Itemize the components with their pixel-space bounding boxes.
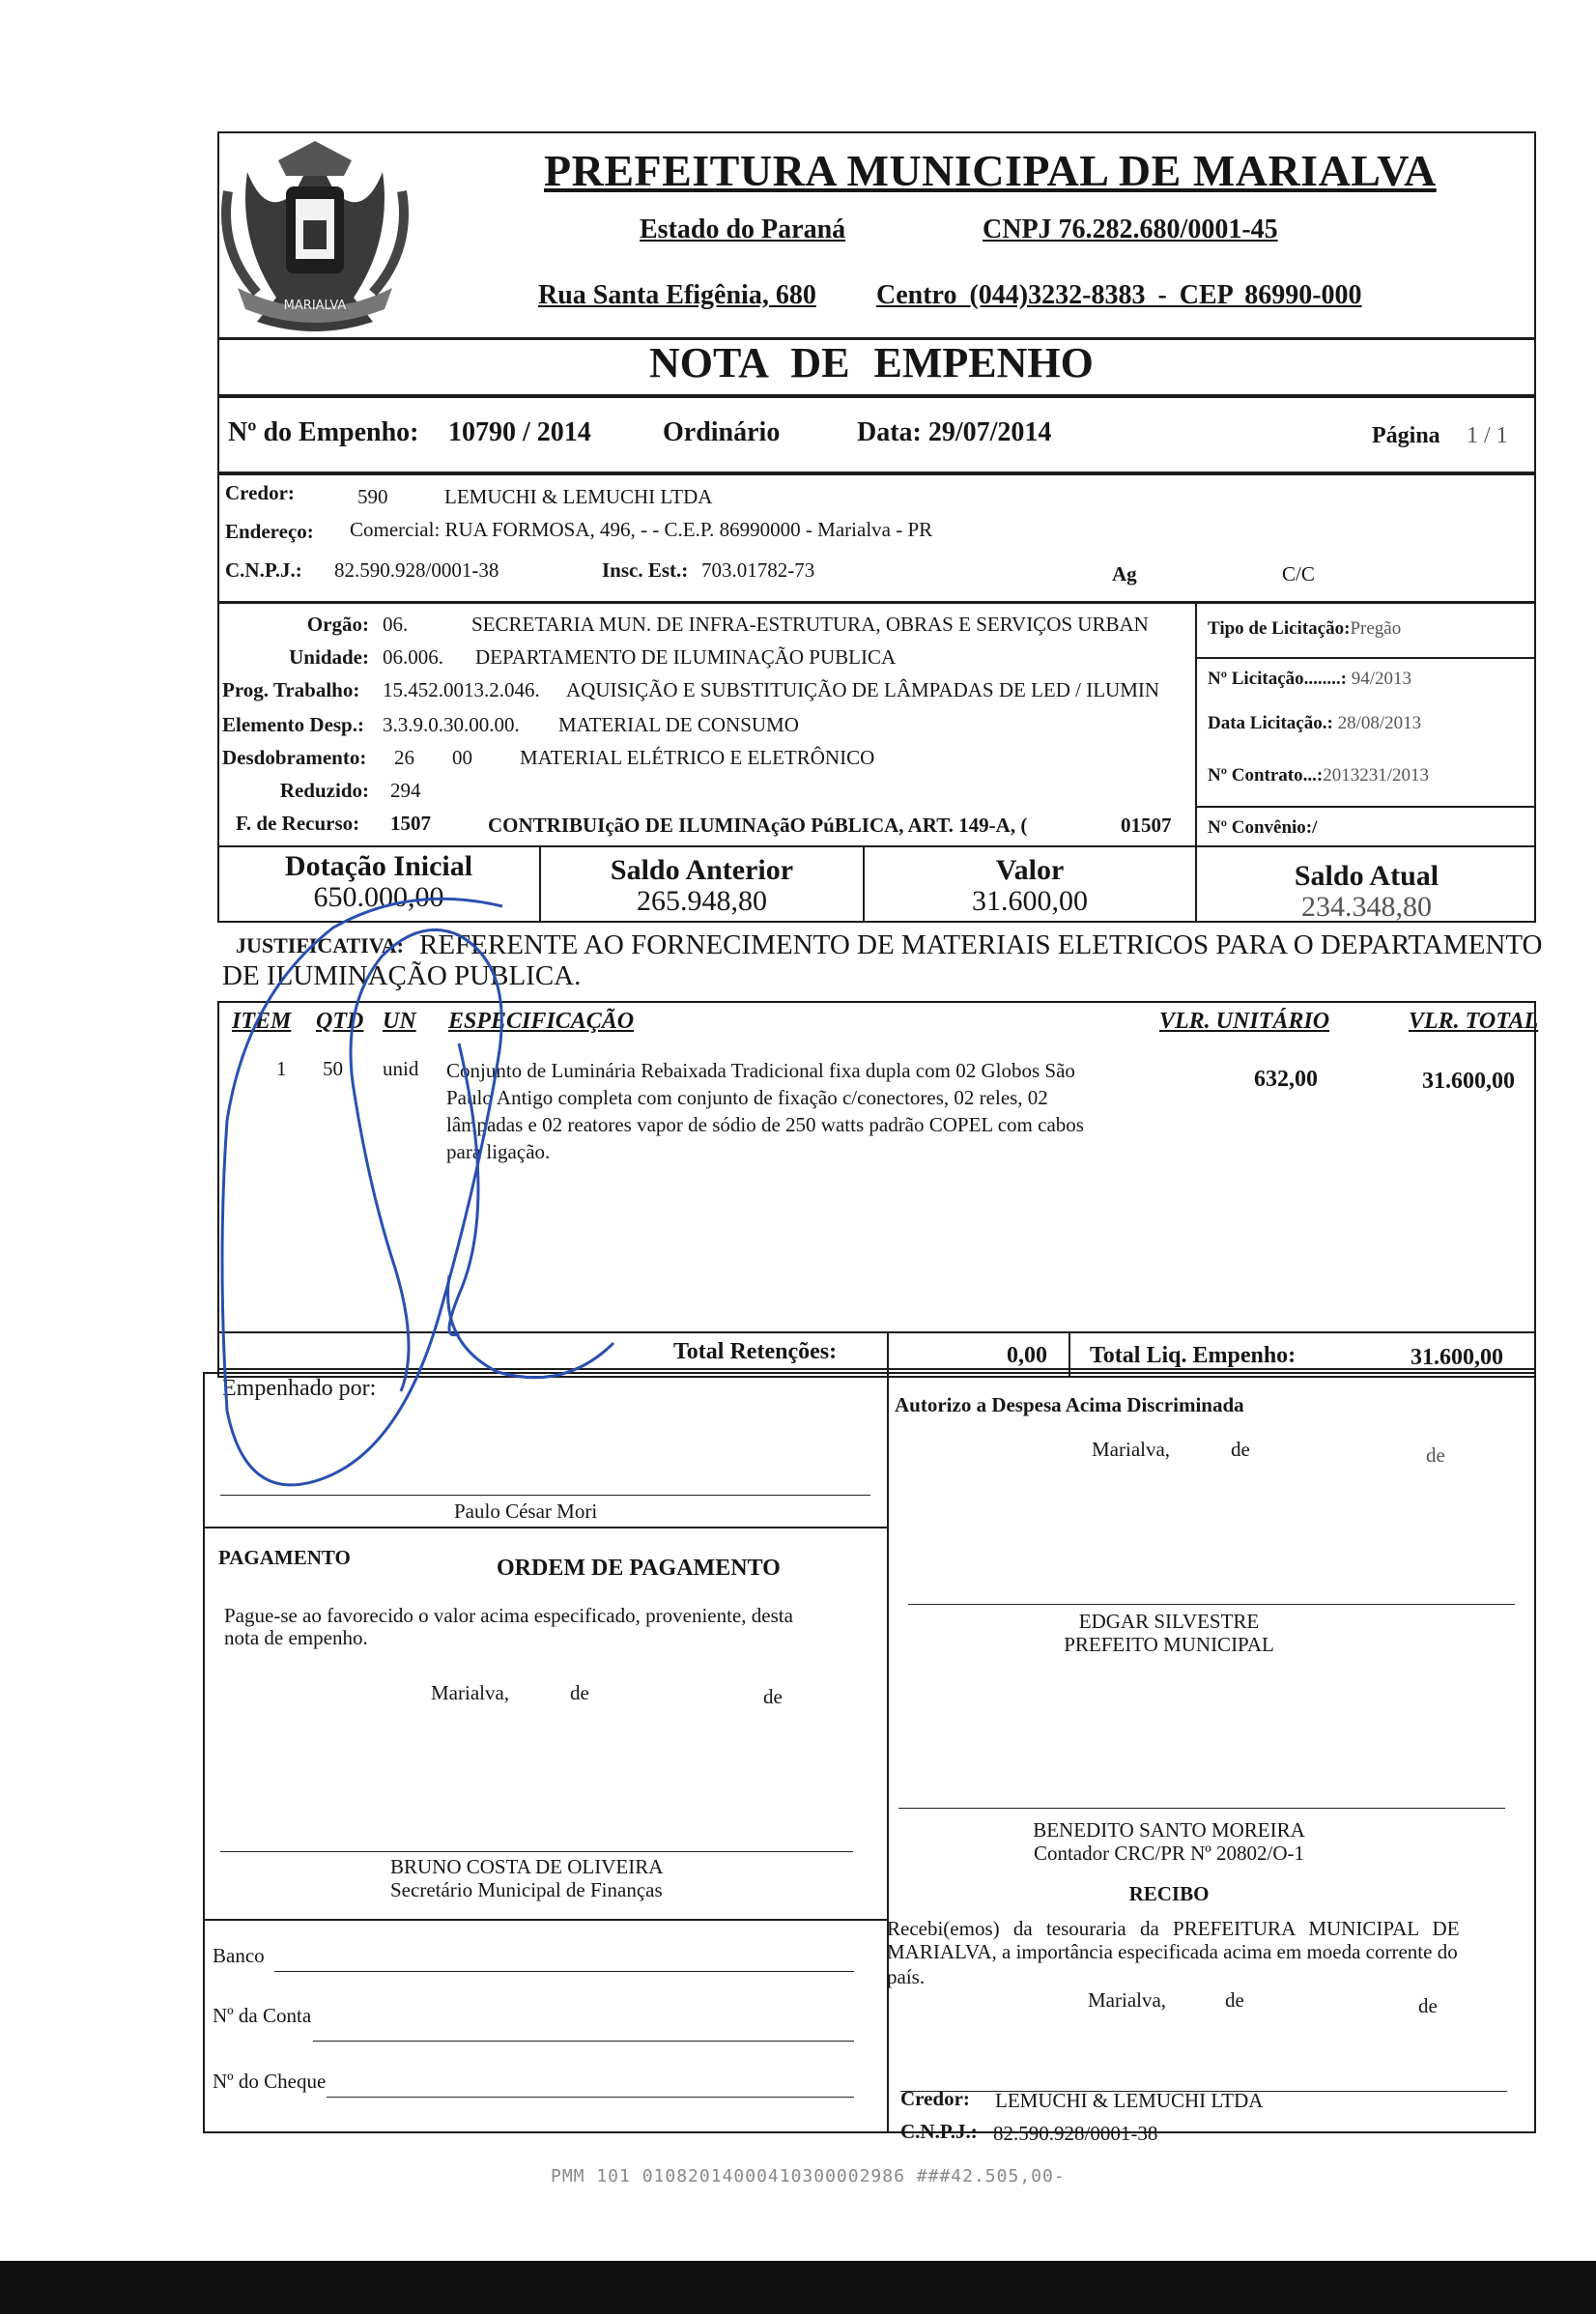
prefeito-signature-line: [908, 1604, 1515, 1605]
cheque-field-line[interactable]: [327, 2097, 854, 2098]
ordem-city: Marialva,: [431, 1681, 510, 1704]
credor-ag-label: Ag: [1112, 562, 1137, 586]
contact-label: Centro (044)3232-8383 - CEP 86990-000: [876, 280, 1362, 310]
page-label: Página: [1372, 423, 1440, 448]
empenho-number-label: Nº do Empenho:: [228, 417, 419, 447]
totals-divider-1: [887, 1331, 889, 1378]
credor-address-label: Endereço:: [225, 520, 314, 543]
autorizo-de-1: de: [1231, 1438, 1250, 1461]
contador-signature-line: [898, 1808, 1505, 1809]
col-qtd: QTD: [316, 1009, 364, 1034]
recibo-de-2: de: [1418, 1994, 1438, 2017]
item-total-value: 31.600,00: [1422, 1069, 1515, 1094]
doc-title: NOTA DE EMPENHO: [649, 339, 1094, 386]
col-item: ITEM: [232, 1009, 292, 1034]
contador-title: Contador CRC/PR Nº 20802/O-1: [1033, 1842, 1305, 1865]
pagamento-label: PAGAMENTO: [218, 1546, 351, 1569]
credor-cc-label: C/C: [1282, 562, 1315, 586]
recurso-name: CONTRIBUIçãO DE ILUMINAçãO PúBLICA, ART. 149-A, (: [488, 814, 1028, 837]
ordem-de-2: de: [763, 1685, 783, 1708]
empenho-number: 10790 / 2014: [448, 417, 591, 447]
banco-field-line[interactable]: [274, 1971, 854, 1972]
desdobramento-name: MATERIAL ELÉTRICO E ELETRÔNICO: [520, 746, 875, 769]
orgao-label: Orgão:: [306, 613, 369, 636]
licitacao-type-label: Tipo de Licitação:Pregão: [1208, 618, 1402, 639]
empenhado-name: Paulo César Mori: [454, 1500, 598, 1523]
ordem-label: ORDEM DE PAGAMENTO: [497, 1556, 781, 1581]
justificativa-line-2: DE ILUMINAÇÃO PUBLICA.: [222, 960, 582, 991]
recibo-city: Marialva,: [1088, 1988, 1167, 2012]
footer-code: PMM 101 01082014000410300002986 ###42.505,00-: [551, 2166, 1066, 2186]
total-liq-value: 31.600,00: [1411, 1345, 1503, 1370]
credor-insc-label: Insc. Est.:: [602, 558, 689, 582]
item-un: unid: [383, 1057, 419, 1080]
credor-label: Credor:: [225, 481, 295, 504]
contador-name: BENEDITO SANTO MOREIRA: [1033, 1818, 1305, 1842]
pague-line-1: Pague-se ao favorecido o valor acima especificado, proveniente, desta: [224, 1604, 793, 1627]
autorizo-de-2: de: [1426, 1443, 1445, 1467]
dotacao-inicial-label: Dotação Inicial: [284, 850, 473, 882]
handwritten-signature: [208, 889, 652, 1507]
convenio-label: Nº Convênio:/: [1208, 817, 1318, 838]
item-unit-value: 632,00: [1254, 1067, 1318, 1092]
saldo-anterior-value: 265.948,80: [637, 885, 767, 917]
autorizo-label: Autorizo a Despesa Acima Discriminada: [895, 1393, 1244, 1416]
elemento-code: 3.3.9.0.30.00.00.: [383, 713, 520, 736]
conta-label: Nº da Conta: [213, 2004, 312, 2027]
dotacao-inicial-value: 650.000,00: [313, 881, 444, 913]
elemento-label: Elemento Desp.:: [222, 713, 364, 736]
prefeito-title: PREFEITO MUNICIPAL: [1064, 1633, 1274, 1656]
saldo-anterior-label: Saldo Anterior: [610, 854, 794, 886]
licitacao-number-label: Nº Licitação........: 94/2013: [1208, 669, 1412, 689]
totals-divider-2: [1069, 1331, 1070, 1378]
banco-label: Banco: [213, 1944, 265, 1967]
desdobramento-code: 26: [394, 746, 414, 769]
col-un: UN: [383, 1009, 416, 1034]
empenho-type: Ordinário: [663, 417, 781, 447]
unidade-label: Unidade:: [289, 645, 369, 669]
reduzido-value: 294: [390, 779, 421, 802]
elemento-name: MATERIAL DE CONSUMO: [558, 713, 799, 736]
prefeito-name: EDGAR SILVESTRE: [1078, 1610, 1260, 1633]
recibo-credor-label: Credor:: [900, 2087, 970, 2110]
saldo-atual-value: 234.348,80: [1301, 891, 1432, 923]
recurso-code: 1507: [390, 812, 431, 835]
reduzido-label: Reduzido:: [279, 779, 369, 802]
item-number: 1: [276, 1057, 287, 1080]
address-label: Rua Santa Efigênia, 680: [538, 280, 816, 310]
secretario-title: Secretário Municipal de Finanças: [390, 1878, 663, 1901]
retencoes-label: Total Retenções:: [673, 1339, 838, 1364]
licitacao-divider-2: [1195, 806, 1536, 808]
empenho-date: Data: 29/07/2014: [857, 417, 1052, 447]
credor-cnpj-label: C.N.P.J.:: [225, 558, 302, 582]
licitacao-divider-1: [1195, 657, 1536, 659]
recibo-cnpj: 82.590.928/0001-38: [993, 2122, 1158, 2145]
credor-name: LEMUCHI & LEMUCHI LTDA: [444, 485, 713, 508]
recibo-de-1: de: [1225, 1988, 1244, 2012]
svg-text:MARIALVA: MARIALVA: [283, 299, 347, 313]
prog-name: AQUISIÇÃO E SUBSTITUIÇÃO DE LÂMPADAS DE LED / ILUMIN: [566, 678, 1160, 701]
item-desc-line-4: para ligação.: [446, 1140, 551, 1163]
valor-label: Valor: [995, 854, 1065, 886]
col-total: VLR. TOTAL: [1409, 1009, 1539, 1034]
item-desc-line-2: Paulo Antigo completa com conjunto de fixação c/conectores, 02 reles, 02: [446, 1086, 1048, 1109]
licitacao-date-label: Data Licitação.: 28/08/2013: [1208, 713, 1422, 733]
recurso-number: 01507: [1121, 814, 1172, 837]
credor-code: 590: [357, 485, 388, 508]
pagamento-divider: [203, 1527, 887, 1528]
municipality-title: PREFEITURA MUNICIPAL DE MARIALVA: [544, 146, 1437, 195]
orgao-name: SECRETARIA MUN. DE INFRA-ESTRUTURA, OBRAS E SERVIÇOS URBAN: [471, 613, 1149, 636]
item-desc-line-3: lâmpadas e 02 reatores vapor de sódio de 250 watts padrão COPEL com cabos: [446, 1113, 1084, 1136]
secretario-signature-line: [220, 1851, 853, 1852]
coat-of-arms-icon: [218, 133, 412, 341]
empenhado-label: Empenhado por:: [222, 1376, 377, 1401]
desdobramento-sub: 00: [452, 746, 472, 769]
saldo-atual-label: Saldo Atual: [1294, 860, 1439, 892]
unidade-name: DEPARTAMENTO DE ILUMINAÇÃO PUBLICA: [475, 645, 897, 669]
recibo-line-2: MARIALVA, a importância especificada acima em moeda corrente do: [887, 1940, 1458, 1963]
col-especificacao: ESPECIFICAÇÃO: [448, 1009, 635, 1034]
lower-center-divider: [887, 1372, 889, 2133]
prog-label: Prog. Trabalho:: [222, 678, 360, 701]
recibo-credor-name: LEMUCHI & LEMUCHI LTDA: [995, 2089, 1264, 2112]
credor-address: Comercial: RUA FORMOSA, 496, - - C.E.P. 86990000 - Marialva - PR: [350, 518, 933, 541]
state-label: Estado do Paraná: [640, 214, 846, 244]
ordem-de-1: de: [570, 1681, 589, 1704]
scan-edge: [0, 2261, 1596, 2314]
cheque-label: Nº do Cheque: [213, 2070, 327, 2093]
total-liq-label: Total Liq. Empenho:: [1090, 1343, 1297, 1368]
secretario-name: BRUNO COSTA DE OLIVEIRA: [390, 1855, 664, 1878]
retencoes-value: 0,00: [1007, 1343, 1047, 1368]
dotacao-divider: [1195, 601, 1197, 847]
page-number: 1 / 1: [1467, 423, 1508, 448]
recibo-label: RECIBO: [1128, 1882, 1210, 1905]
col-unitario: VLR. UNITÁRIO: [1159, 1009, 1330, 1034]
conta-field-line[interactable]: [313, 2041, 854, 2042]
pague-line-2: nota de empenho.: [224, 1626, 368, 1649]
desdobramento-label: Desdobramento:: [222, 746, 367, 769]
prog-code: 15.452.0013.2.046.: [383, 678, 540, 701]
recibo-cnpj-label: C.N.P.J.:: [900, 2120, 978, 2143]
recurso-label: F. de Recurso:: [236, 812, 360, 835]
item-desc-line-1: Conjunto de Luminária Rebaixada Tradicional fixa dupla com 02 Globos São: [446, 1059, 1075, 1082]
item-qtd: 50: [323, 1057, 343, 1080]
autorizo-city: Marialva,: [1092, 1438, 1171, 1461]
unidade-code: 06.006.: [383, 645, 443, 669]
recibo-line-1: Recebi(emos) da tesouraria da PREFEITURA MUNICIPAL DE: [887, 1917, 1460, 1940]
justificativa-label: JUSTIFICATIVA:: [236, 933, 405, 957]
credor-cnpj: 82.590.928/0001-38: [334, 558, 499, 582]
credor-insc: 703.01782-73: [701, 558, 815, 582]
cnpj-label: CNPJ 76.282.680/0001-45: [983, 214, 1278, 244]
recibo-line-3: país.: [887, 1965, 926, 1988]
justificativa-line-1: REFERENTE AO FORNECIMENTO DE MATERIAIS ELETRICOS PARA O DEPARTAMENTO: [419, 929, 1543, 960]
contrato-label: Nº Contrato...:2013231/2013: [1208, 765, 1429, 786]
orgao-code: 06.: [383, 613, 409, 636]
valor-value: 31.600,00: [972, 885, 1088, 917]
banco-divider: [203, 1919, 887, 1921]
